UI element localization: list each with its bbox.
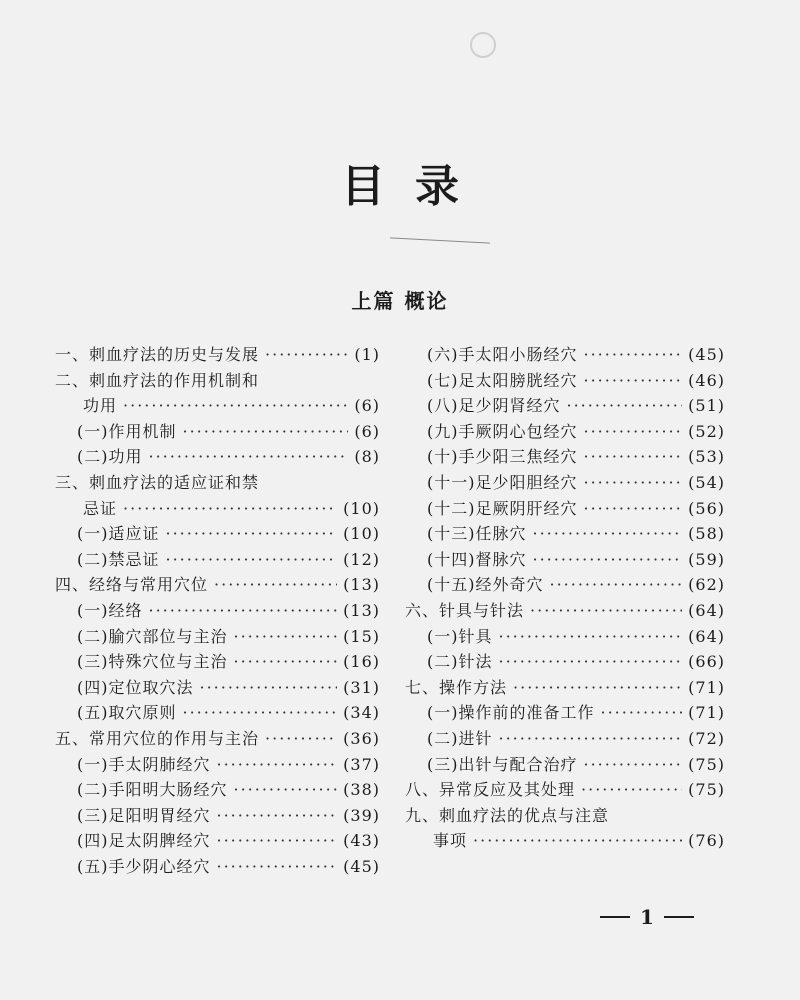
- toc-entry-text: (二)进针: [427, 728, 493, 748]
- toc-entry: [405, 496, 725, 522]
- toc-entry-text: (十二)足厥阴肝经穴: [427, 498, 578, 518]
- toc-entry: [55, 470, 380, 496]
- toc-entry: [55, 726, 380, 752]
- toc-entry: [55, 675, 380, 701]
- toc-entry-text: 一、刺血疗法的历史与发展: [55, 345, 260, 364]
- toc-entry-page: (62): [688, 575, 725, 595]
- header-circle-icon: [470, 32, 496, 58]
- toc-leader-dots: [217, 828, 338, 854]
- toc-entry: [55, 368, 380, 394]
- toc-entry-text: (一)作用机制: [77, 421, 177, 441]
- toc-entry: [55, 598, 380, 624]
- toc-entry-page: (56): [688, 498, 725, 518]
- toc-leader-dots: [584, 752, 683, 778]
- toc-entry-text: (三)足阳明胃经穴: [77, 805, 211, 825]
- toc-entry: [55, 342, 380, 368]
- toc-entry-page: (58): [688, 524, 725, 544]
- toc-leader-dots: [533, 547, 683, 573]
- toc-entry-page: (8): [354, 447, 380, 467]
- toc-entry: [405, 649, 725, 675]
- toc-entry-text: (四)定位取穴法: [77, 677, 194, 697]
- toc-entry: [405, 368, 725, 394]
- toc-leader-dots: [183, 700, 338, 726]
- toc-entry-page: (64): [688, 600, 725, 620]
- toc-entry: [55, 547, 380, 573]
- toc-entry: [405, 444, 725, 470]
- toc-entry: [405, 828, 725, 854]
- toc-entry-text: (一)操作前的准备工作: [427, 703, 595, 723]
- toc-entry: [405, 675, 725, 701]
- toc-leader-dots: [265, 726, 337, 752]
- toc-entry-page: (39): [343, 805, 380, 825]
- toc-entry-text: 功用: [83, 396, 118, 416]
- toc-entry-text: (十)手少阳三焦经穴: [427, 447, 578, 467]
- toc-entry-page: (38): [343, 780, 380, 800]
- toc-entry: [405, 598, 725, 624]
- toc-leader-dots: [166, 521, 338, 547]
- toc-entry-page: (34): [343, 703, 380, 723]
- toc-leader-dots: [217, 803, 338, 829]
- toc-entry-page: (66): [688, 652, 725, 672]
- toc-entry-text: (七)足太阳膀胱经穴: [427, 370, 578, 390]
- toc-entry: [405, 342, 725, 368]
- toc-leader-dots: [183, 419, 349, 445]
- toc-leader-dots: [149, 598, 338, 624]
- page-number: 1: [640, 905, 654, 929]
- toc-entry-page: (46): [688, 370, 725, 390]
- toc-entry: [405, 752, 725, 778]
- toc-entry-text: (二)功用: [77, 447, 143, 467]
- toc-entry-text: (六)手太阳小肠经穴: [427, 345, 578, 364]
- toc-entry: [55, 700, 380, 726]
- toc-entry-text: 六、针具与针法: [405, 600, 525, 620]
- toc-leader-dots: [265, 342, 348, 368]
- page-footer: [600, 905, 720, 929]
- toc-column-left: [55, 342, 380, 879]
- toc-entry: [405, 547, 725, 573]
- toc-leader-dots: [584, 496, 683, 522]
- toc-entry-text: (十五)经外奇穴: [427, 575, 544, 595]
- toc-leader-dots: [533, 521, 683, 547]
- toc-entry-text: (十四)督脉穴: [427, 549, 527, 569]
- toc-entry-text: (五)取穴原则: [77, 703, 177, 723]
- toc-entry-page: (16): [343, 652, 380, 672]
- toc-entry: [405, 521, 725, 547]
- toc-entry-text: (十一)足少阳胆经穴: [427, 472, 578, 492]
- toc-entry-page: (53): [688, 447, 725, 467]
- toc-leader-dots: [149, 444, 349, 470]
- toc-entry-page: (76): [688, 831, 725, 851]
- toc-entry-page: (52): [688, 421, 725, 441]
- toc-leader-dots: [567, 393, 683, 419]
- toc-entry-page: (15): [343, 626, 380, 646]
- toc-entry-text: 八、异常反应及其处理: [405, 780, 576, 800]
- toc-entry-page: (71): [688, 703, 725, 723]
- toc-entry-text: 三、刺血疗法的适应证和禁: [55, 472, 260, 492]
- toc-entry-text: 四、经络与常用穴位: [55, 575, 209, 595]
- toc-entry-text: (八)足少阴肾经穴: [427, 396, 561, 416]
- footer-dash-right: [664, 916, 694, 918]
- toc-leader-dots: [473, 828, 682, 854]
- toc-column-right: [405, 342, 725, 854]
- toc-leader-dots: [234, 777, 338, 803]
- toc-entry-page: (1): [354, 345, 380, 364]
- toc-leader-dots: [584, 368, 683, 394]
- toc-leader-dots: [601, 700, 683, 726]
- toc-entry: [405, 572, 725, 598]
- toc-entry-text: 七、操作方法: [405, 677, 508, 697]
- toc-entry-page: (10): [343, 524, 380, 544]
- toc-entry-text: (二)腧穴部位与主治: [77, 626, 228, 646]
- toc-entry-page: (37): [343, 754, 380, 774]
- toc-leader-dots: [584, 470, 683, 496]
- toc-entry: [55, 752, 380, 778]
- toc-entry: [405, 393, 725, 419]
- toc-entry-text: (五)手少阴心经穴: [77, 856, 211, 876]
- toc-entry: [55, 496, 380, 522]
- toc-leader-dots: [513, 675, 682, 701]
- toc-entry-page: (51): [688, 396, 725, 416]
- toc-entry-text: 二、刺血疗法的作用机制和: [55, 370, 260, 390]
- toc-entry: [55, 649, 380, 675]
- toc-entry-page: (72): [688, 728, 725, 748]
- toc-entry: [55, 393, 380, 419]
- toc-leader-dots: [214, 572, 337, 598]
- toc-entry: [405, 624, 725, 650]
- toc-entry: [405, 777, 725, 803]
- toc-leader-dots: [584, 342, 683, 368]
- toc-entry-text: (二)针法: [427, 652, 493, 672]
- toc-entry-text: (一)经络: [77, 600, 143, 620]
- toc-entry-text: (四)足太阴脾经穴: [77, 831, 211, 851]
- toc-entry-page: (6): [354, 421, 380, 441]
- toc-leader-dots: [200, 675, 338, 701]
- toc-entry-page: (43): [343, 831, 380, 851]
- toc-entry-text: (一)适应证: [77, 524, 160, 544]
- toc-entry-page: (13): [343, 600, 380, 620]
- toc-entry: [405, 803, 725, 829]
- toc-leader-dots: [530, 598, 682, 624]
- toc-entry: [55, 444, 380, 470]
- toc-leader-dots: [123, 496, 337, 522]
- toc-entry-text: (二)手阳明大肠经穴: [77, 780, 228, 800]
- toc-entry-text: (三)出针与配合治疗: [427, 754, 578, 774]
- toc-leader-dots: [234, 649, 338, 675]
- toc-entry-text: 五、常用穴位的作用与主治: [55, 728, 260, 748]
- toc-entry-page: (71): [688, 677, 725, 697]
- toc-leader-dots: [499, 726, 683, 752]
- toc-entry: [405, 726, 725, 752]
- toc-entry-page: (54): [688, 472, 725, 492]
- toc-entry-page: (36): [343, 728, 380, 748]
- toc-entry: [55, 803, 380, 829]
- toc-entry: [55, 572, 380, 598]
- section-title: 上篇 概论: [351, 289, 449, 313]
- toc-entry: [55, 854, 380, 880]
- toc-entry: [55, 624, 380, 650]
- toc-entry-page: (45): [343, 856, 380, 876]
- toc-entry-page: (64): [688, 626, 725, 646]
- toc-entry: [55, 777, 380, 803]
- footer-dash-left: [600, 916, 630, 918]
- toc-entry: [55, 828, 380, 854]
- toc-entry-page: (45): [688, 345, 725, 364]
- toc-entry-page: (12): [343, 549, 380, 569]
- toc-entry-text: (一)针具: [427, 626, 493, 646]
- page-title: 目录: [341, 161, 489, 212]
- toc-entry: [405, 470, 725, 496]
- toc-entry: [405, 700, 725, 726]
- toc-entry-text: 事项: [433, 831, 468, 851]
- toc-entry-text: (一)手太阴肺经穴: [77, 754, 211, 774]
- toc-entry-text: (十三)任脉穴: [427, 524, 527, 544]
- bleed-through-header: [470, 30, 730, 60]
- toc-leader-dots: [123, 393, 348, 419]
- toc-leader-dots: [217, 752, 338, 778]
- toc-leader-dots: [234, 624, 338, 650]
- toc-entry-page: (6): [354, 396, 380, 416]
- toc-entry-text: (三)特殊穴位与主治: [77, 652, 228, 672]
- toc-leader-dots: [584, 419, 683, 445]
- toc-leader-dots: [550, 572, 683, 598]
- toc-entry: [55, 521, 380, 547]
- toc-entry: [55, 419, 380, 445]
- toc-entry-page: (75): [688, 754, 725, 774]
- toc-leader-dots: [217, 854, 338, 880]
- toc-entry-text: 九、刺血疗法的优点与注意: [405, 805, 610, 825]
- toc-entry-page: (10): [343, 498, 380, 518]
- toc-entry-page: (31): [343, 677, 380, 697]
- toc-entry-page: (13): [343, 575, 380, 595]
- toc-entry-text: (二)禁忌证: [77, 549, 160, 569]
- toc-entry-text: (九)手厥阴心包经穴: [427, 421, 578, 441]
- toc-entry-page: (75): [688, 780, 725, 800]
- toc-leader-dots: [584, 444, 683, 470]
- toc-entry-page: (59): [688, 549, 725, 569]
- title-underline: [390, 237, 490, 243]
- toc-leader-dots: [166, 547, 338, 573]
- toc-entry-text: 忌证: [83, 498, 118, 518]
- toc-leader-dots: [499, 649, 683, 675]
- toc-entry: [405, 419, 725, 445]
- toc-leader-dots: [499, 624, 683, 650]
- toc-leader-dots: [581, 777, 682, 803]
